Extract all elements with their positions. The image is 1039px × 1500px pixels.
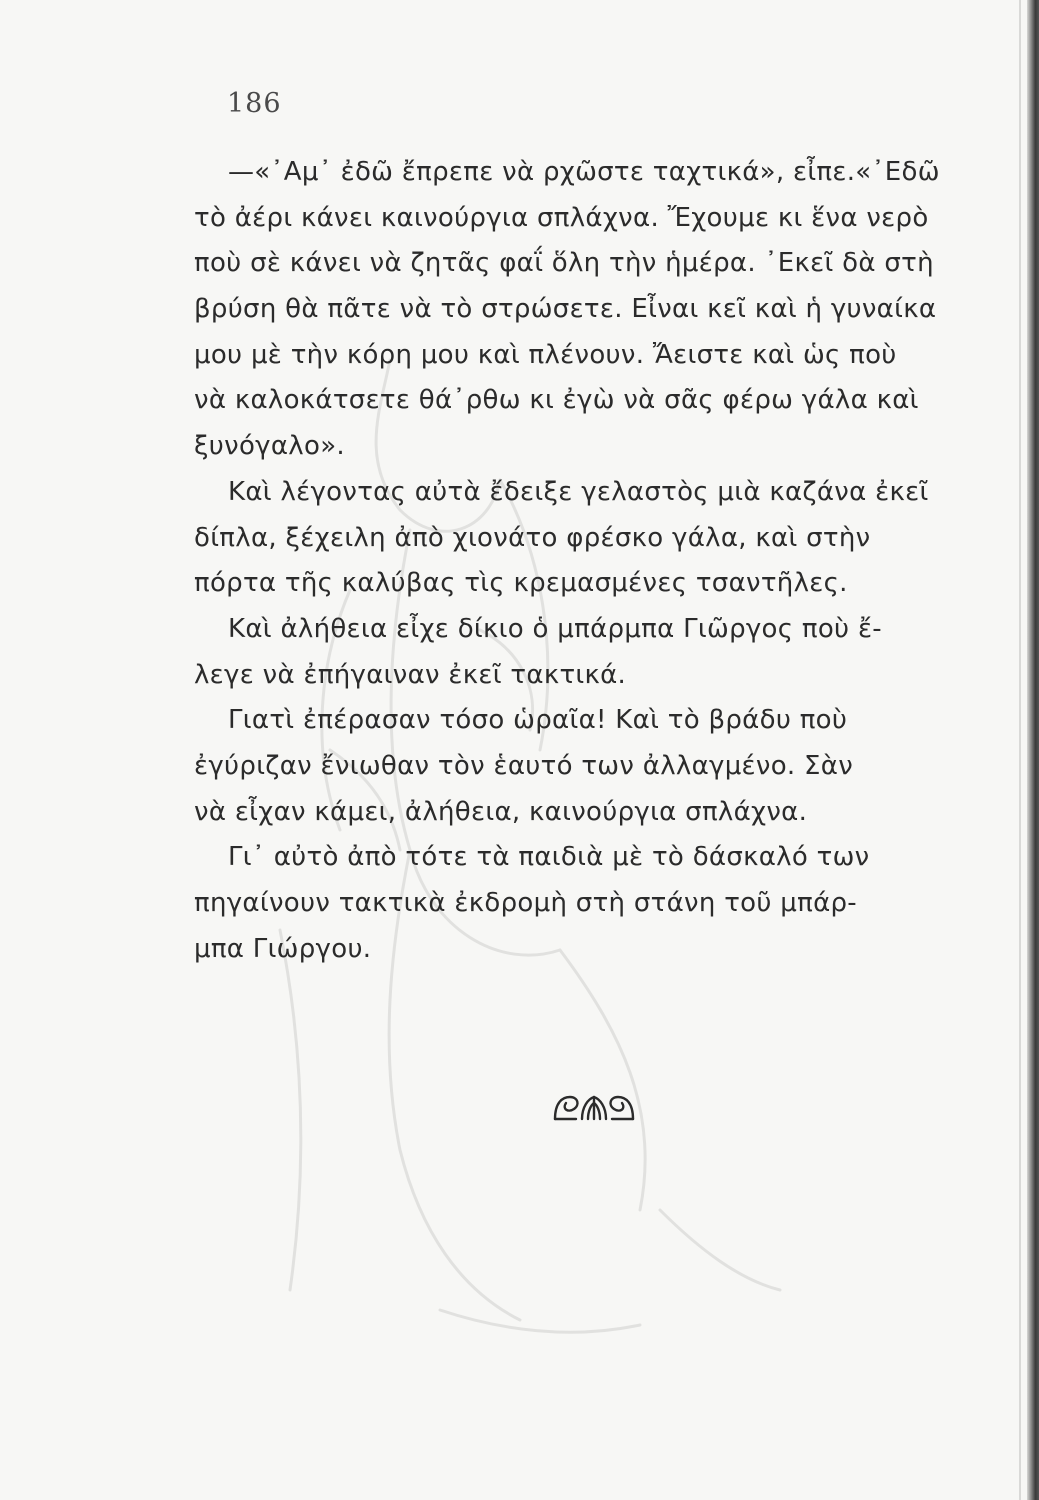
page-edge-shadow: [1027, 0, 1039, 1500]
text-line: Καὶ λέγοντας αὐτὰ ἔδειξε γελαστὸς μιὰ καζάνα ἐκεῖ: [228, 476, 929, 507]
text-line: νὰ καλοκάτσετε θά᾿ρθω κι ἐγὼ νὰ σᾶς φέρω γάλα καὶ: [194, 385, 919, 416]
text-line: —«᾿Αμ᾿ ἐδῶ ἔπρεπε νὰ ρχῶστε ταχτικά», εἶπε.«᾿Εδῶ: [228, 157, 940, 187]
ornament-icon: [552, 1093, 636, 1123]
text-line: πόρτα τῆς καλύβας τὶς κρεμασμένες τσαντῆλες.: [194, 568, 848, 599]
body-text: [194, 150, 1014, 972]
text-line: δίπλα, ξέχειλη ἀπὸ χιονάτο φρέσκο γάλα, καὶ στὴν: [194, 522, 871, 553]
text-line: μου μὲ τὴν κόρη μου καὶ πλένουν. Ἄειστε καὶ ὡς ποὺ: [194, 339, 897, 370]
text-line: τὸ ἀέρι κάνει καινούργια σπλάχνα. Ἔχουμε κι ἕνα νερὸ: [194, 202, 929, 233]
text-line: Καὶ ἀλήθεια εἶχε δίκιο ὁ μπάρμπα Γιῶργος ποὺ ἔ-: [228, 613, 882, 644]
text-line: Γιατὶ ἐπέρασαν τόσο ὡραῖα! Καὶ τὸ βράδυ ποὺ: [228, 705, 848, 736]
text-line: ἐγύριζαν ἔνιωθαν τὸν ἑαυτό των ἀλλαγμένο. Σὰν: [194, 750, 854, 781]
text-line: πηγαίνουν τακτικὰ ἐκδρομὴ στὴ στάνη τοῦ μπάρ-: [194, 888, 857, 918]
text-line: νὰ εἶχαν κάμει, ἀλήθεια, καινούργια σπλάχνα.: [194, 796, 808, 827]
text-line: λεγε νὰ ἐπήγαιναν ἐκεῖ τακτικά.: [194, 659, 627, 690]
page-number: 186: [227, 88, 282, 119]
text-line: Γι᾿ αὐτὸ ἀπὸ τότε τὰ παιδιὰ μὲ τὸ δάσκαλό των: [228, 842, 870, 873]
text-line: βρύση θὰ πᾶτε νὰ τὸ στρώσετε. Εἶναι κεῖ καὶ ἡ γυναίκα: [194, 294, 937, 325]
text-line: μπα Γιώργου.: [194, 933, 372, 964]
page-fold-line: [1019, 0, 1021, 1500]
text-line: ξυνόγαλο».: [194, 431, 345, 462]
text-line: ποὺ σὲ κάνει νὰ ζητᾶς φαΐ ὅλη τὴν ἡμέρα. ᾿Εκεῖ δὰ στὴ: [194, 248, 934, 279]
